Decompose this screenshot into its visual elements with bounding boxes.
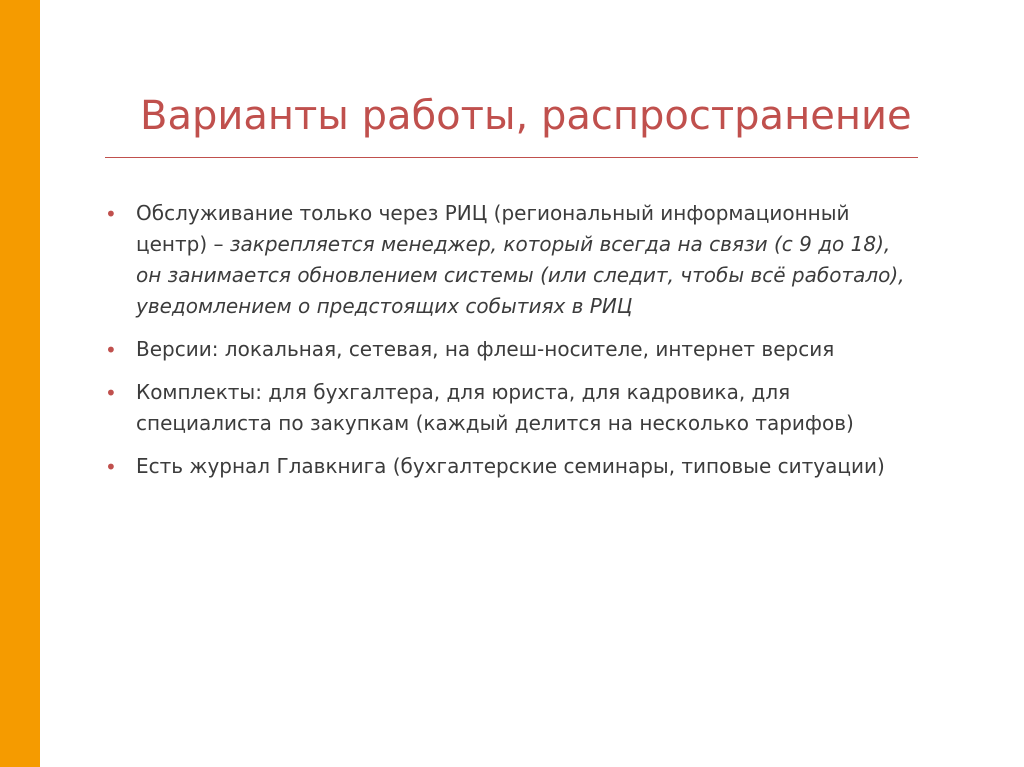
bullet-marker: • (105, 455, 117, 479)
bullet-text-italic: закрепляется менеджер, который всегда на связи (с 9 до 18), он занимается обновлением системы (или следит, чтобы всё работало), уведомлением о предстоящих событиях в РИЦ (136, 232, 905, 318)
bullet-marker: • (105, 338, 117, 362)
bullet-item-ric (105, 198, 905, 322)
bullet-item-versions (105, 334, 905, 365)
slide-title: Варианты работы, распространение (140, 93, 912, 139)
bullet-text: Версии: локальная, сетевая, на флеш-носителе, интернет версия (136, 337, 835, 361)
bullet-text: Есть журнал Главкнига (бухгалтерские семинары, типовые ситуации) (136, 454, 885, 478)
bullet-marker: • (105, 381, 117, 405)
bullet-text: Обслуживание только через РИЦ (региональный информационный центр) – (136, 201, 850, 256)
title-divider (105, 157, 918, 158)
bullet-item-kits (105, 377, 905, 439)
bullet-text: Комплекты: для бухгалтера, для юриста, для кадровика, для специалиста по закупкам (каждый делится на несколько тарифов) (136, 380, 854, 435)
bullet-item-journal (105, 451, 905, 482)
bullet-list (105, 198, 905, 494)
accent-bar (0, 0, 40, 767)
bullet-marker: • (105, 202, 117, 226)
